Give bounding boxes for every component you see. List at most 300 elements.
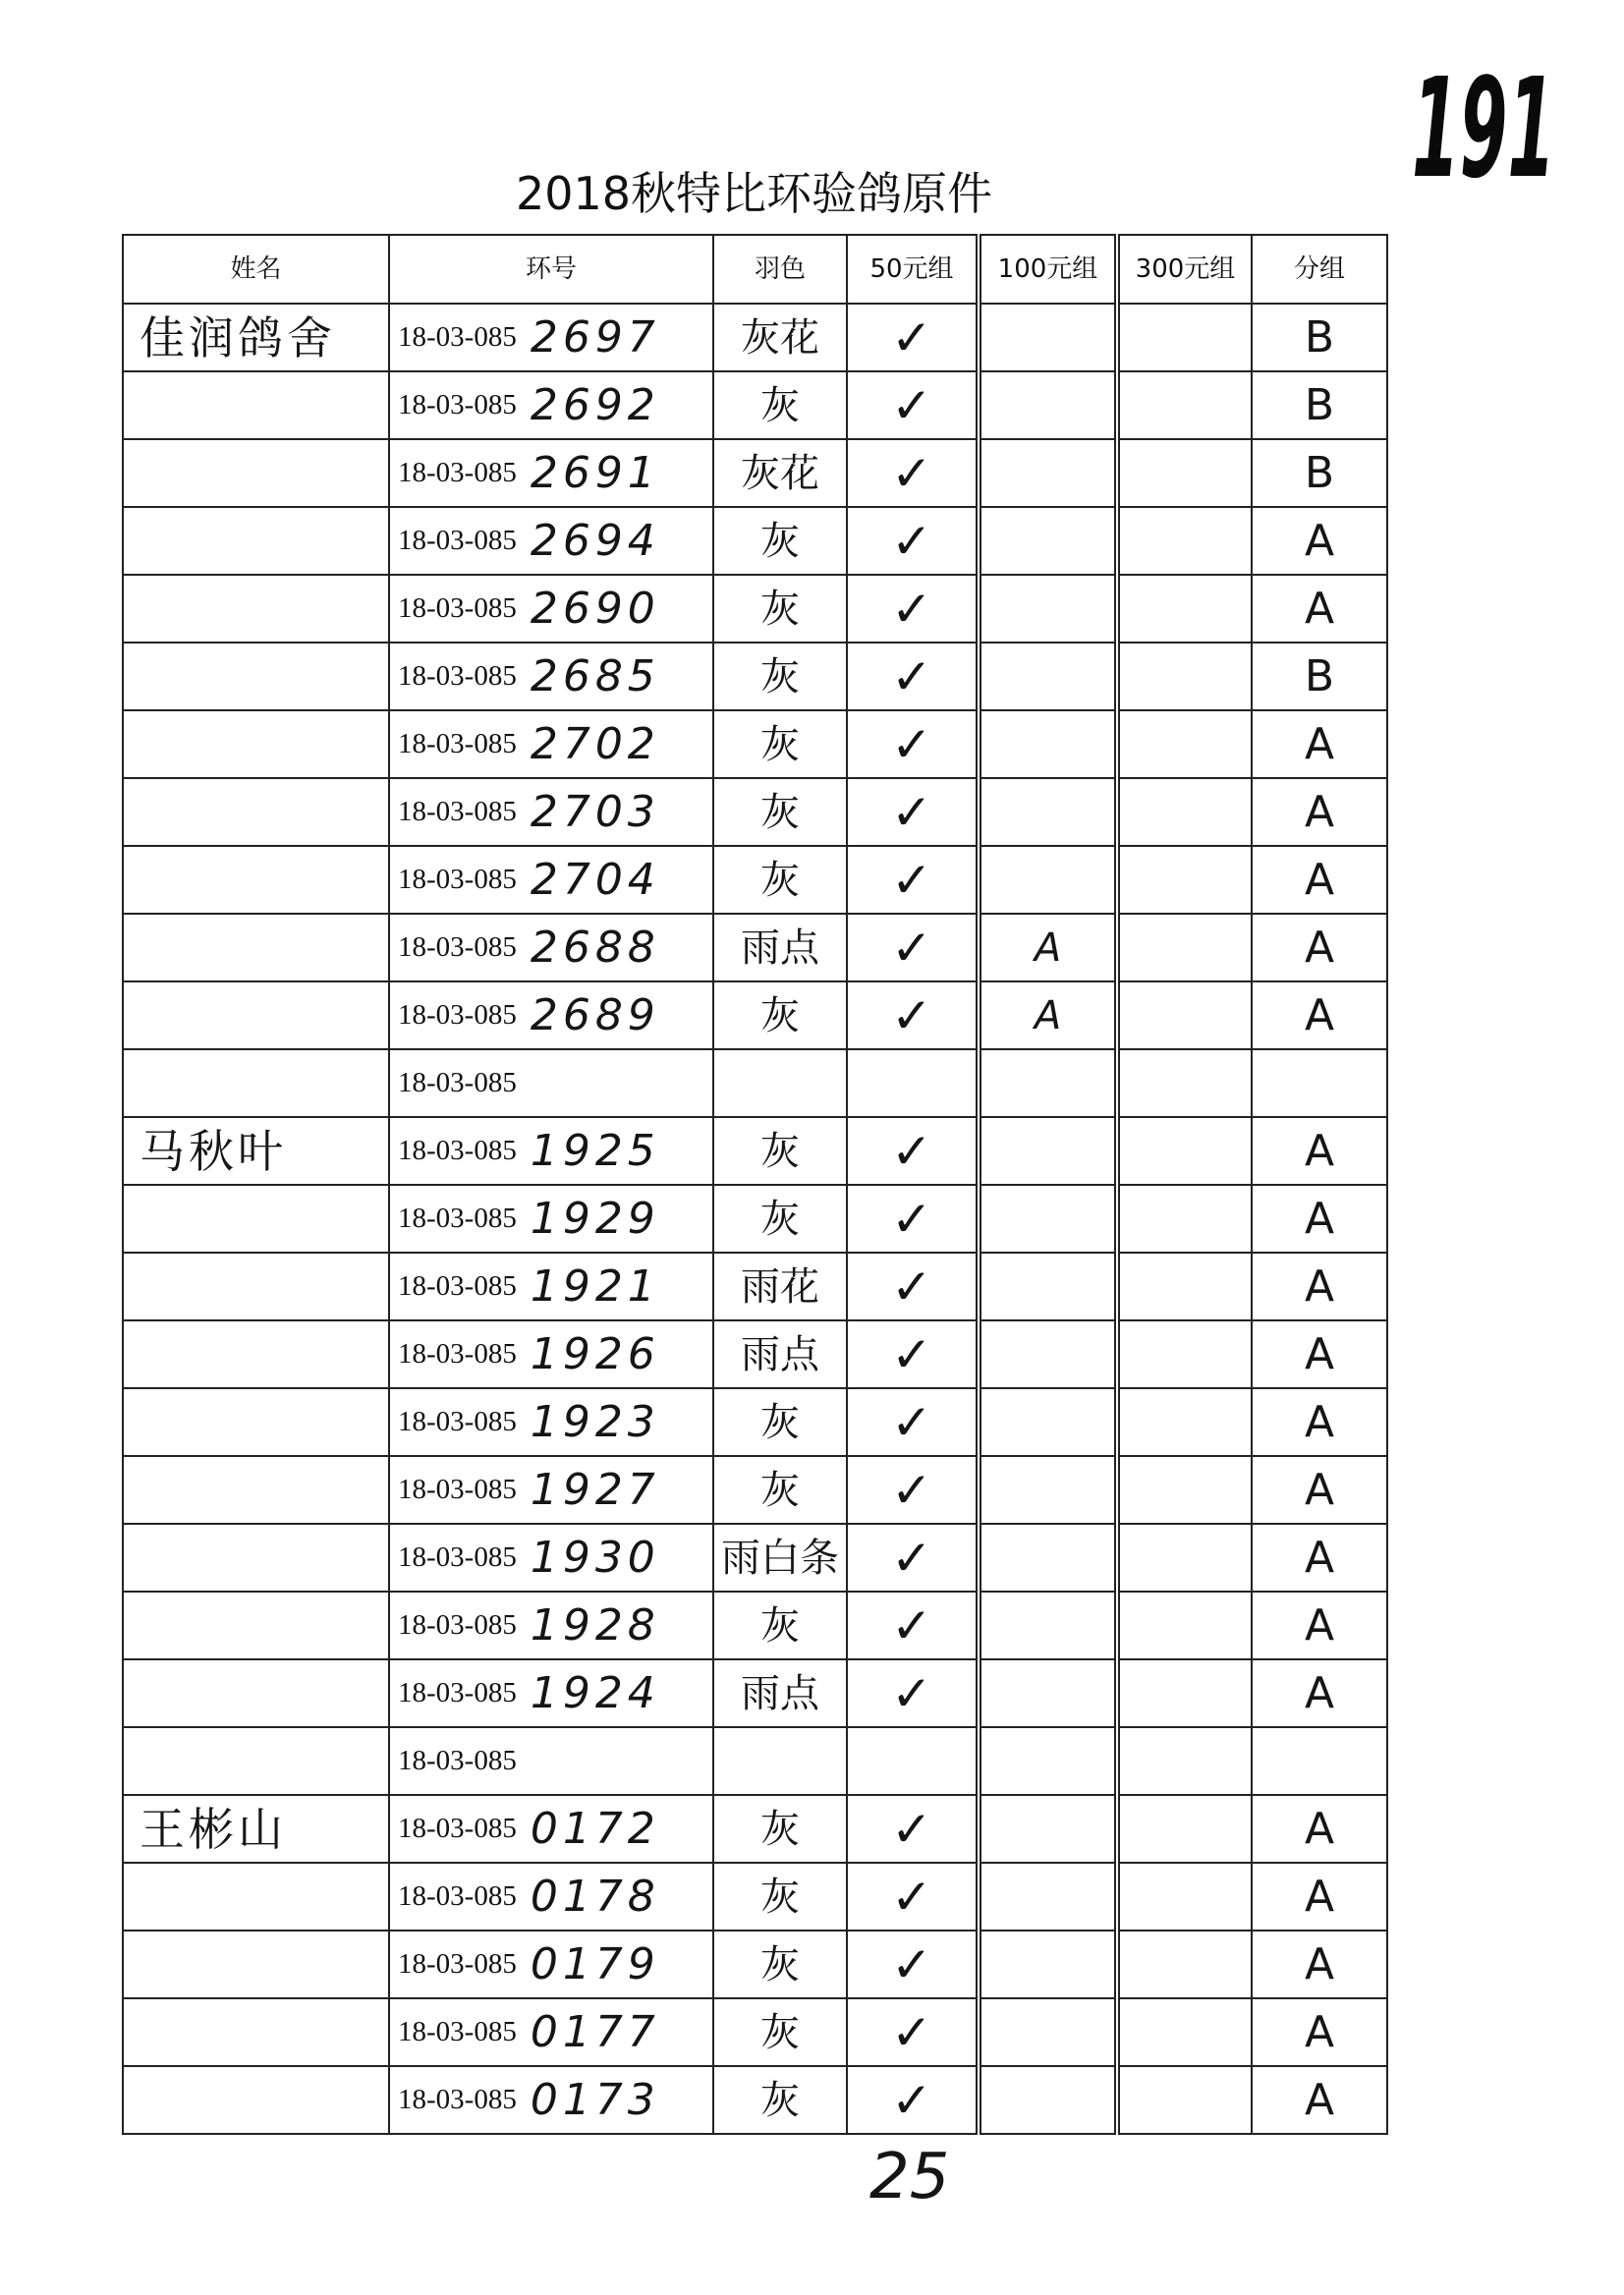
group-300-cell xyxy=(1117,1185,1252,1253)
group-300-cell xyxy=(1117,1320,1252,1388)
ring-prefix: 18-03-085 xyxy=(398,1880,517,1912)
table-row xyxy=(123,1795,1387,1863)
group-cell xyxy=(1252,575,1387,643)
ring-prefix: 18-03-085 xyxy=(398,864,517,895)
color-cell xyxy=(713,1863,847,1931)
ring-number: 1927 xyxy=(530,1464,660,1515)
color-cell xyxy=(713,981,847,1049)
group-cell xyxy=(1252,710,1387,778)
group-cell xyxy=(1252,304,1387,371)
name-cell xyxy=(123,1931,389,1998)
table-row xyxy=(123,439,1387,507)
table-row xyxy=(123,1185,1387,1253)
color-cell xyxy=(713,1253,847,1320)
name-cell xyxy=(123,1592,389,1659)
ring-cell xyxy=(389,1727,713,1795)
group-300-cell xyxy=(1117,1795,1252,1863)
ring-prefix: 18-03-085 xyxy=(398,457,517,488)
name-cell xyxy=(123,1659,389,1727)
group-300-cell xyxy=(1117,1049,1252,1117)
group-100-cell xyxy=(979,1388,1117,1456)
check-mark-icon: ✓ xyxy=(891,851,932,909)
group-50-cell xyxy=(847,1998,979,2066)
ring-cell xyxy=(389,710,713,778)
name-cell xyxy=(123,710,389,778)
check-mark-icon: ✓ xyxy=(891,2003,932,2061)
document-title: 2018秋特比环验鸽原件 xyxy=(515,167,993,220)
group-cell xyxy=(1252,1456,1387,1524)
name-cell xyxy=(123,2066,389,2134)
ring-prefix: 18-03-085 xyxy=(398,1813,517,1844)
color-cell xyxy=(713,2066,847,2134)
table-row xyxy=(123,1998,1387,2066)
ring-number: 2697 xyxy=(530,311,660,363)
feather-color: 灰 xyxy=(760,2009,800,2055)
color-cell xyxy=(713,643,847,710)
group-300-cell xyxy=(1117,371,1252,439)
group-letter: B xyxy=(1304,447,1335,498)
group-300-cell xyxy=(1117,439,1252,507)
group-cell xyxy=(1252,981,1387,1049)
group-letter: A xyxy=(1304,1938,1335,1989)
group-50-cell xyxy=(847,846,979,914)
feather-color: 雨点 xyxy=(741,1670,819,1716)
group-cell xyxy=(1252,1388,1387,1456)
ring-number: 0173 xyxy=(530,2074,660,2125)
table-row xyxy=(123,507,1387,575)
name-cell xyxy=(123,575,389,643)
ring-number: 2702 xyxy=(530,718,660,769)
group-cell xyxy=(1252,439,1387,507)
check-mark-icon: ✓ xyxy=(891,376,932,434)
name-cell xyxy=(123,1998,389,2066)
color-cell xyxy=(713,846,847,914)
ring-number: 2694 xyxy=(530,515,660,566)
group-50-cell xyxy=(847,575,979,643)
check-mark-icon: ✓ xyxy=(891,1461,932,1519)
group-cell xyxy=(1252,1320,1387,1388)
owner-name: 王彬山 xyxy=(140,1802,287,1856)
group-50-cell xyxy=(847,1185,979,1253)
group-100-cell xyxy=(979,981,1117,1049)
group-letter: A xyxy=(1304,989,1335,1040)
ring-prefix: 18-03-085 xyxy=(398,389,517,420)
group-cell xyxy=(1252,1049,1387,1117)
ring-number: 1921 xyxy=(530,1260,660,1312)
handwritten-page-number: 25 xyxy=(869,2141,950,2213)
ring-number: 2704 xyxy=(530,854,660,905)
name-cell xyxy=(123,1456,389,1524)
ring-cell xyxy=(389,1456,713,1524)
table-row xyxy=(123,778,1387,846)
ring-cell xyxy=(389,778,713,846)
name-cell xyxy=(123,371,389,439)
ring-cell xyxy=(389,1592,713,1659)
feather-color: 雨花 xyxy=(741,1263,819,1310)
group-50-cell xyxy=(847,1863,979,1931)
table-row xyxy=(123,981,1387,1049)
color-cell xyxy=(713,1456,847,1524)
group-100-cell xyxy=(979,507,1117,575)
group-300-cell xyxy=(1117,2066,1252,2134)
table-row xyxy=(123,1320,1387,1388)
table-row xyxy=(123,304,1387,371)
feather-color: 灰 xyxy=(760,1941,800,1987)
group-50-cell xyxy=(847,371,979,439)
group-50-cell xyxy=(847,1795,979,1863)
check-mark-icon: ✓ xyxy=(891,2071,932,2129)
group-50-cell xyxy=(847,1524,979,1592)
group-100-cell xyxy=(979,1320,1117,1388)
group-letter: A xyxy=(1304,1599,1335,1651)
color-cell xyxy=(713,1592,847,1659)
group-letter: A xyxy=(1304,1667,1335,1718)
group-100-cell xyxy=(979,1795,1117,1863)
group-100-cell xyxy=(979,778,1117,846)
group-100-entry: A xyxy=(1034,924,1062,971)
group-100-entry: A xyxy=(1034,992,1062,1038)
ring-prefix: 18-03-085 xyxy=(398,1948,517,1980)
color-cell xyxy=(713,1795,847,1863)
group-cell xyxy=(1252,2066,1387,2134)
ring-number: 2688 xyxy=(530,922,660,973)
group-50-cell xyxy=(847,1253,979,1320)
group-letter: A xyxy=(1304,1803,1335,1854)
header-ring: 环号 xyxy=(389,235,713,304)
name-cell xyxy=(123,1049,389,1117)
name-cell xyxy=(123,846,389,914)
color-cell xyxy=(713,439,847,507)
group-letter: B xyxy=(1304,650,1335,701)
group-cell xyxy=(1252,1863,1387,1931)
ring-prefix: 18-03-085 xyxy=(398,1338,517,1370)
group-100-cell xyxy=(979,1456,1117,1524)
group-300-cell xyxy=(1117,643,1252,710)
feather-color: 雨点 xyxy=(741,924,819,971)
group-300-cell xyxy=(1117,1659,1252,1727)
check-mark-icon: ✓ xyxy=(891,715,932,773)
color-cell xyxy=(713,304,847,371)
table-row xyxy=(123,1117,1387,1185)
table-row xyxy=(123,710,1387,778)
group-letter: A xyxy=(1304,854,1335,905)
group-cell xyxy=(1252,1253,1387,1320)
group-300-cell xyxy=(1117,1524,1252,1592)
color-cell xyxy=(713,914,847,981)
color-cell xyxy=(713,710,847,778)
color-cell xyxy=(713,1998,847,2066)
ring-cell xyxy=(389,1185,713,1253)
group-cell xyxy=(1252,507,1387,575)
color-cell xyxy=(713,1727,847,1795)
group-300-cell xyxy=(1117,1727,1252,1795)
ring-prefix: 18-03-085 xyxy=(398,796,517,827)
header-group-100: 100元组 xyxy=(979,235,1117,304)
group-cell xyxy=(1252,1795,1387,1863)
name-cell xyxy=(123,1795,389,1863)
group-letter: A xyxy=(1304,1532,1335,1583)
group-300-cell xyxy=(1117,1998,1252,2066)
ring-cell xyxy=(389,981,713,1049)
color-cell xyxy=(713,575,847,643)
group-letter: A xyxy=(1304,583,1335,634)
ring-prefix: 18-03-085 xyxy=(398,1406,517,1437)
table-row xyxy=(123,1592,1387,1659)
feather-color: 灰 xyxy=(760,1196,800,1242)
ring-number: 2689 xyxy=(530,989,660,1040)
group-letter: A xyxy=(1304,1871,1335,1922)
ring-prefix: 18-03-085 xyxy=(398,1745,517,1776)
group-cell xyxy=(1252,1117,1387,1185)
ring-prefix: 18-03-085 xyxy=(398,1270,517,1302)
check-mark-icon: ✓ xyxy=(891,1325,932,1383)
check-mark-icon: ✓ xyxy=(891,512,932,570)
table-row xyxy=(123,846,1387,914)
feather-color: 灰 xyxy=(760,789,800,835)
group-100-cell xyxy=(979,1998,1117,2066)
header-group-300: 300元组 xyxy=(1117,235,1252,304)
ring-prefix: 18-03-085 xyxy=(398,2084,517,2115)
ring-number: 1924 xyxy=(530,1667,660,1718)
group-100-cell xyxy=(979,1049,1117,1117)
ring-prefix: 18-03-085 xyxy=(398,1474,517,1505)
ring-number: 2685 xyxy=(530,650,660,701)
color-cell xyxy=(713,1049,847,1117)
ring-cell xyxy=(389,846,713,914)
check-mark-icon: ✓ xyxy=(891,986,932,1044)
check-mark-icon: ✓ xyxy=(891,919,932,977)
group-50-cell xyxy=(847,439,979,507)
group-cell xyxy=(1252,1931,1387,1998)
check-mark-icon: ✓ xyxy=(891,308,932,366)
header-name: 姓名 xyxy=(123,235,389,304)
feather-color: 灰 xyxy=(760,1467,800,1513)
group-300-cell xyxy=(1117,575,1252,643)
ring-number: 1929 xyxy=(530,1193,660,1244)
name-cell xyxy=(123,1117,389,1185)
table-row xyxy=(123,1524,1387,1592)
header-group-50: 50元组 xyxy=(847,235,979,304)
check-mark-icon: ✓ xyxy=(891,1258,932,1315)
group-300-cell xyxy=(1117,981,1252,1049)
group-300-cell xyxy=(1117,507,1252,575)
feather-color: 灰 xyxy=(760,1399,800,1445)
group-50-cell xyxy=(847,1659,979,1727)
group-50-cell xyxy=(847,1456,979,1524)
color-cell xyxy=(713,1524,847,1592)
group-100-cell xyxy=(979,439,1117,507)
group-cell xyxy=(1252,643,1387,710)
group-100-cell xyxy=(979,1524,1117,1592)
group-letter: A xyxy=(1304,1328,1335,1379)
feather-color: 灰 xyxy=(760,518,800,564)
ring-cell xyxy=(389,1931,713,1998)
table-row xyxy=(123,1388,1387,1456)
color-cell xyxy=(713,1185,847,1253)
feather-color: 灰 xyxy=(760,1874,800,1920)
check-mark-icon: ✓ xyxy=(891,580,932,638)
table-row xyxy=(123,1253,1387,1320)
ring-prefix: 18-03-085 xyxy=(398,1677,517,1708)
color-cell xyxy=(713,371,847,439)
ring-cell xyxy=(389,1320,713,1388)
group-100-cell xyxy=(979,371,1117,439)
ring-cell xyxy=(389,1117,713,1185)
feather-color: 灰 xyxy=(760,1128,800,1174)
check-mark-icon: ✓ xyxy=(891,1800,932,1858)
table-row xyxy=(123,2066,1387,2134)
feather-color: 雨白条 xyxy=(721,1535,839,1581)
name-cell xyxy=(123,778,389,846)
group-300-cell xyxy=(1117,1863,1252,1931)
ring-number: 2690 xyxy=(530,583,660,634)
table-row xyxy=(123,1931,1387,1998)
header-color: 羽色 xyxy=(713,235,847,304)
table-row xyxy=(123,1659,1387,1727)
handwritten-page-mark: 191 xyxy=(1412,49,1556,209)
ring-prefix: 18-03-085 xyxy=(398,525,517,556)
ring-cell xyxy=(389,1253,713,1320)
group-50-cell xyxy=(847,1592,979,1659)
name-cell xyxy=(123,1253,389,1320)
ring-prefix: 18-03-085 xyxy=(398,931,517,963)
group-50-cell xyxy=(847,507,979,575)
group-300-cell xyxy=(1117,914,1252,981)
check-mark-icon: ✓ xyxy=(891,1190,932,1248)
check-mark-icon: ✓ xyxy=(891,783,932,841)
group-100-cell xyxy=(979,1863,1117,1931)
table-row xyxy=(123,1049,1387,1117)
group-50-cell xyxy=(847,1727,979,1795)
feather-color: 灰 xyxy=(760,857,800,903)
check-mark-icon: ✓ xyxy=(891,1122,932,1180)
ring-number: 2692 xyxy=(530,379,660,430)
ring-prefix: 18-03-085 xyxy=(398,1541,517,1573)
group-cell xyxy=(1252,778,1387,846)
group-100-cell xyxy=(979,575,1117,643)
group-300-cell xyxy=(1117,1117,1252,1185)
ring-number: 0172 xyxy=(530,1803,660,1854)
feather-color: 灰 xyxy=(760,1602,800,1649)
ring-prefix: 18-03-085 xyxy=(398,1609,517,1641)
group-100-cell xyxy=(979,1727,1117,1795)
ring-cell xyxy=(389,1388,713,1456)
group-100-cell xyxy=(979,710,1117,778)
name-cell xyxy=(123,1524,389,1592)
feather-color: 灰 xyxy=(760,653,800,700)
name-cell xyxy=(123,304,389,371)
group-100-cell xyxy=(979,1931,1117,1998)
feather-color: 灰花 xyxy=(741,450,819,496)
group-letter: A xyxy=(1304,515,1335,566)
header-row xyxy=(123,235,1387,304)
feather-color: 灰 xyxy=(760,382,800,428)
ring-number: 1926 xyxy=(530,1328,660,1379)
group-cell xyxy=(1252,1998,1387,2066)
ring-cell xyxy=(389,575,713,643)
table-row xyxy=(123,575,1387,643)
check-mark-icon: ✓ xyxy=(891,647,932,705)
group-100-cell xyxy=(979,1659,1117,1727)
table-row xyxy=(123,1456,1387,1524)
ring-prefix: 18-03-085 xyxy=(398,660,517,692)
ring-cell xyxy=(389,371,713,439)
group-50-cell xyxy=(847,643,979,710)
ring-cell xyxy=(389,643,713,710)
color-cell xyxy=(713,778,847,846)
ring-number: 2691 xyxy=(530,447,660,498)
group-100-cell xyxy=(979,846,1117,914)
feather-color: 灰花 xyxy=(741,314,819,361)
ring-cell xyxy=(389,1524,713,1592)
color-cell xyxy=(713,1320,847,1388)
table-body xyxy=(123,304,1387,2134)
name-cell xyxy=(123,914,389,981)
group-letter: A xyxy=(1304,718,1335,769)
group-letter: A xyxy=(1304,1125,1335,1176)
group-100-cell xyxy=(979,1117,1117,1185)
group-50-cell xyxy=(847,710,979,778)
group-cell xyxy=(1252,371,1387,439)
ring-cell xyxy=(389,1049,713,1117)
ring-number: 1928 xyxy=(530,1599,660,1651)
group-100-cell xyxy=(979,1592,1117,1659)
header-group: 分组 xyxy=(1252,235,1387,304)
ring-prefix: 18-03-085 xyxy=(398,592,517,624)
group-50-cell xyxy=(847,1117,979,1185)
ring-number: 1925 xyxy=(530,1125,660,1176)
group-letter: A xyxy=(1304,786,1335,837)
group-300-cell xyxy=(1117,710,1252,778)
group-300-cell xyxy=(1117,1931,1252,1998)
color-cell xyxy=(713,1931,847,1998)
color-cell xyxy=(713,1659,847,1727)
owner-name: 佳润鸽舍 xyxy=(140,310,336,364)
group-100-cell xyxy=(979,643,1117,710)
group-100-cell xyxy=(979,2066,1117,2134)
ring-prefix: 18-03-085 xyxy=(398,1135,517,1166)
group-300-cell xyxy=(1117,1456,1252,1524)
name-cell xyxy=(123,1320,389,1388)
group-letter: B xyxy=(1304,311,1335,363)
group-50-cell xyxy=(847,981,979,1049)
name-cell xyxy=(123,507,389,575)
group-letter: A xyxy=(1304,1464,1335,1515)
group-50-cell xyxy=(847,2066,979,2134)
name-cell xyxy=(123,1185,389,1253)
ring-prefix: 18-03-085 xyxy=(398,1067,517,1098)
group-50-cell xyxy=(847,304,979,371)
group-300-cell xyxy=(1117,1388,1252,1456)
feather-color: 灰 xyxy=(760,721,800,767)
table-row xyxy=(123,371,1387,439)
group-cell xyxy=(1252,1524,1387,1592)
group-100-cell xyxy=(979,1253,1117,1320)
group-300-cell xyxy=(1117,1592,1252,1659)
group-cell xyxy=(1252,1727,1387,1795)
group-cell xyxy=(1252,1659,1387,1727)
feather-color: 灰 xyxy=(760,2077,800,2123)
group-letter: B xyxy=(1304,379,1335,430)
feather-color: 灰 xyxy=(760,1806,800,1852)
ring-number: 0178 xyxy=(530,1871,660,1922)
name-cell xyxy=(123,1388,389,1456)
group-letter: A xyxy=(1304,1193,1335,1244)
name-cell xyxy=(123,981,389,1049)
ring-cell xyxy=(389,304,713,371)
name-cell xyxy=(123,1863,389,1931)
ring-prefix: 18-03-085 xyxy=(398,999,517,1031)
